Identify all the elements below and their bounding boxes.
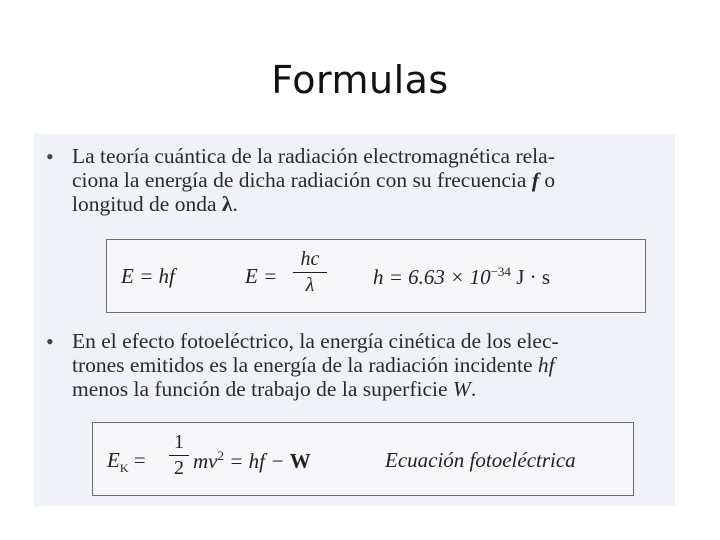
fraction-hc-over-lambda: $\frac{hc}{\lambda}$ [293, 248, 327, 297]
paragraph-photoelectric-effect [72, 329, 559, 401]
formula-box-energy [106, 239, 646, 313]
equation-kinetic-energy-lhs: $E_K$ = [107, 448, 146, 476]
paragraph-line: La teoría cuántica de la radiación electromagnética rela- [72, 144, 555, 168]
equation-e-hf: E = hf [121, 264, 175, 288]
equation-e-hc-lambda-lhs: E = [245, 264, 278, 288]
bullet-marker-2: • [46, 329, 54, 354]
paragraph-line: longitud de onda λ. [72, 192, 238, 216]
equation-planck-constant: $h = 6.63 \times 10^{-34}$ J · s [373, 264, 551, 289]
paragraph-line: ciona la energía de dicha radiación con su frecuencia f o [72, 168, 556, 192]
paragraph-line: trones emitidos es la energía de la radiación incidente hf [72, 353, 555, 377]
scanned-textbook-excerpt [34, 134, 675, 506]
formula-box-photoelectric [92, 422, 634, 496]
paragraph-line: menos la función de trabajo de la superficie W. [72, 377, 477, 401]
bullet-marker-1: • [46, 144, 54, 169]
fraction-one-half: $\frac{1}{2}$ [169, 431, 189, 480]
paragraph-line: En el efecto fotoeléctrico, la energía cinética de los elec- [72, 329, 559, 353]
slide-title: Formulas [271, 58, 449, 102]
equation-kinetic-energy-rhs: $mv^2$ = hf − W [193, 448, 311, 473]
photoelectric-equation-caption: Ecuación fotoeléctrica [385, 448, 576, 472]
paragraph-quantum-theory [72, 144, 555, 216]
